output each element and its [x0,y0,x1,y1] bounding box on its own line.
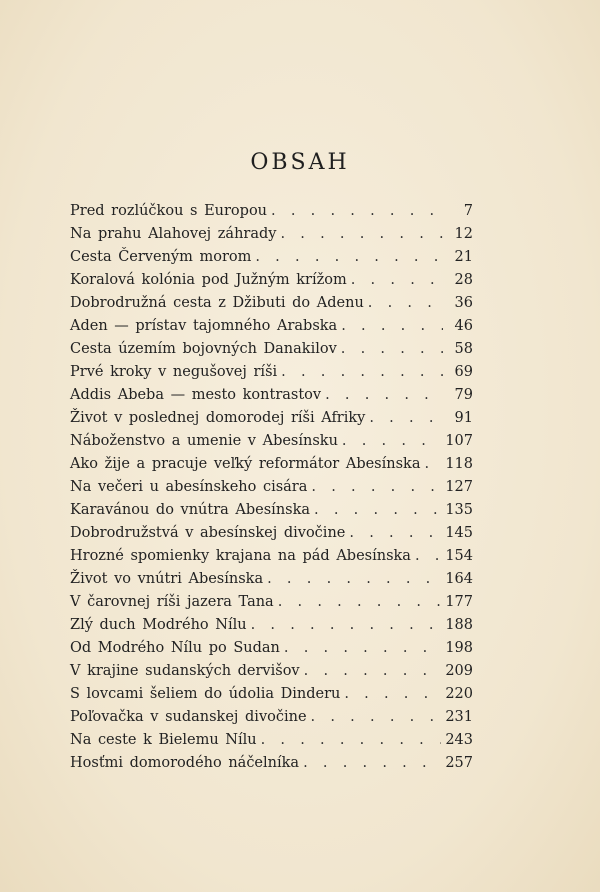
toc-entry [70,591,473,614]
toc-entry-title: Na večeri u abesínskeho cisára [70,479,308,495]
toc-entry-page: 118 [445,456,473,472]
toc-entry-page: 188 [445,617,473,633]
dot-leader [325,384,443,407]
dot-leader [314,499,441,522]
dot-leader [304,660,442,683]
toc-entry [70,407,473,430]
toc-entry-title: Addis Abeba — mesto kontrastov [70,387,322,403]
toc-entry-page: 177 [445,594,473,610]
toc-entry [70,292,473,315]
dot-leader [369,407,443,430]
toc-entry-page: 7 [463,203,473,219]
toc-entry-page: 28 [454,272,473,288]
toc-entry [70,476,473,499]
toc-entry-page: 164 [445,571,473,587]
toc-entry [70,637,473,660]
dot-leader [349,522,441,545]
dot-leader [251,614,442,637]
toc-entry [70,568,473,591]
dot-leader [341,315,443,338]
toc-entry-page: 135 [445,502,473,518]
dot-leader [271,200,443,223]
toc-entry [70,545,473,568]
dot-leader [255,246,443,269]
page-title: OBSAH [250,150,350,175]
toc-entry-title: Na prahu Alahovej záhrady [70,226,277,242]
dot-leader [311,476,441,499]
toc-entry-title: Dobrodružstvá v abesínskej divočine [70,525,346,541]
toc-entry-page: 46 [454,318,473,334]
dot-leader [284,637,441,660]
toc-entry-title: Karavánou do vnútra Abesínska [70,502,311,518]
dot-leader [344,683,441,706]
toc-entry-page: 257 [445,755,473,771]
toc-entry-title: Hosťmi domorodého náčelníka [70,755,300,771]
dot-leader [311,706,442,729]
toc-entry-page: 91 [454,410,473,426]
toc-entry [70,269,473,292]
toc-entry-title: Aden — prístav tajomného Arabska [70,318,338,334]
toc-entry [70,752,473,775]
toc-entry-title: Život v poslednej domorodej ríši Afriky [70,410,366,426]
toc-entry-page: 243 [445,732,473,748]
dot-leader [342,430,441,453]
toc-entry-page: 145 [445,525,473,541]
table-of-contents [70,200,473,775]
toc-entry [70,660,473,683]
toc-entry [70,384,473,407]
toc-entry [70,706,473,729]
toc-entry-page: 209 [445,663,473,679]
toc-entry-title: Poľovačka v sudanskej divočine [70,709,307,725]
toc-entry-title: Život vo vnútri Abesínska [70,571,264,587]
toc-entry [70,729,473,752]
toc-entry-title: Pred rozlúčkou s Europou [70,203,268,219]
toc-entry-title: Od Modrého Nílu po Sudan [70,640,280,656]
toc-entry-page: 58 [454,341,473,357]
toc-entry-page: 127 [445,479,473,495]
toc-entry-title: Koralová kolónia pod Južným krížom [70,272,347,288]
toc-entry [70,315,473,338]
dot-leader [351,269,443,292]
toc-entry-title: Cesta územím bojovných Danakilov [70,341,337,357]
dot-leader [303,752,441,775]
toc-entry-page: 198 [445,640,473,656]
toc-entry [70,499,473,522]
toc-entry [70,614,473,637]
toc-entry [70,200,473,223]
toc-entry-title: Zlý duch Modrého Nílu [70,617,247,633]
toc-entry [70,246,473,269]
dot-leader [368,292,443,315]
dot-leader [281,361,443,384]
dot-leader [261,729,442,752]
dot-leader [267,568,441,591]
toc-entry-page: 21 [454,249,473,265]
toc-entry [70,430,473,453]
toc-entry [70,338,473,361]
toc-entry-page: 12 [454,226,473,242]
dot-leader [424,453,441,476]
toc-entry [70,522,473,545]
toc-entry-page: 36 [454,295,473,311]
toc-entry-page: 220 [445,686,473,702]
toc-entry [70,361,473,384]
toc-entry-title: Náboženstvo a umenie v Abesínsku [70,433,338,449]
toc-entry-title: Ako žije a pracuje veľký reformátor Abesínska [70,456,421,472]
toc-entry-title: Prvé kroky v negušovej ríši [70,364,278,380]
toc-entry-title: Hrozné spomienky krajana na pád Abesínska [70,548,411,564]
toc-entry-title: Cesta Červeným morom [70,249,252,265]
toc-entry-title: Dobrodružná cesta z Džibuti do Adenu [70,295,364,311]
toc-entry-title: Na ceste k Bielemu Nílu [70,732,257,748]
toc-entry [70,683,473,706]
toc-entry-title: V čarovnej ríši jazera Tana [70,594,274,610]
toc-entry [70,223,473,246]
dot-leader [278,591,442,614]
toc-entry-page: 79 [454,387,473,403]
dot-leader [415,545,441,568]
toc-entry [70,453,473,476]
dot-leader [341,338,443,361]
toc-entry-page: 69 [454,364,473,380]
toc-entry-page: 154 [445,548,473,564]
dot-leader [280,223,443,246]
toc-entry-page: 107 [445,433,473,449]
toc-entry-title: V krajine sudanských dervišov [70,663,300,679]
toc-entry-page: 231 [445,709,473,725]
toc-entry-title: S lovcami šeliem do údolia Dinderu [70,686,341,702]
